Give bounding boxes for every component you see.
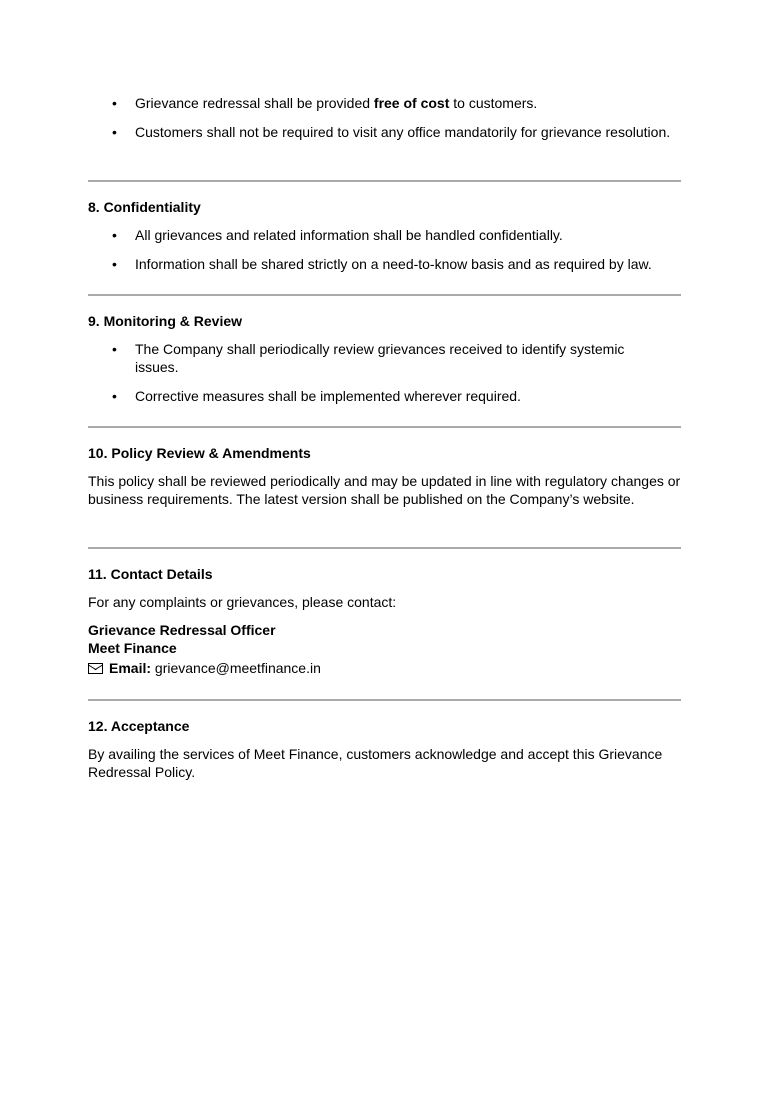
section-divider: [88, 426, 681, 428]
section-heading: 11. Contact Details: [88, 566, 213, 582]
confidentiality-list: [88, 226, 681, 284]
bullet-icon: •: [112, 95, 117, 111]
section-heading: 9. Monitoring & Review: [88, 313, 243, 329]
list-item: • All grievances and related information shall be handled confidentially.: [112, 227, 563, 243]
policy-review-text: This policy shall be reviewed periodically and may be updated in line with regulatory changes or business requirements. The latest version shall be published on the Company’s website.: [88, 473, 681, 507]
bullet-icon: •: [112, 124, 117, 140]
section-divider: [88, 180, 681, 182]
bullet-icon: •: [112, 341, 117, 357]
section-divider: [88, 699, 681, 701]
list-item: • Customers shall not be required to visit any office mandatorily for grievance resolution.: [112, 124, 671, 140]
list-item: • Corrective measures shall be implemented wherever required.: [112, 388, 521, 404]
email-address[interactable]: grievance@meetfinance.in: [154, 660, 321, 676]
bullet-icon: •: [112, 388, 117, 404]
envelope-icon: [88, 663, 103, 674]
email-line: Email: grievance@meetfinance.in: [88, 659, 321, 677]
list-item: • Information shall be shared strictly on a need-to-know basis and as required by law.: [112, 256, 652, 272]
company-name: Meet Finance: [88, 640, 177, 656]
section-divider: [88, 294, 681, 296]
contact-intro: For any complaints or grievances, please contact:: [88, 594, 397, 610]
section-heading: 12. Acceptance: [88, 718, 190, 734]
section-heading: 10. Policy Review & Amendments: [88, 445, 311, 461]
bullet-icon: •: [112, 256, 117, 272]
top-bullet-list: [88, 94, 681, 152]
bullet-icon: •: [112, 227, 117, 243]
acceptance-text: By availing the services of Meet Finance, customers acknowledge and accept this Grievance Redressal Policy.: [88, 746, 663, 780]
section-heading: 8. Confidentiality: [88, 199, 201, 215]
officer-title: Grievance Redressal Officer: [88, 622, 276, 638]
section-divider: [88, 547, 681, 549]
list-item: • The Company shall periodically review grievances received to identify systemic issues.: [112, 341, 625, 375]
list-item: • Grievance redressal shall be provided free of cost to customers.: [112, 95, 538, 111]
monitoring-list: [88, 340, 681, 416]
